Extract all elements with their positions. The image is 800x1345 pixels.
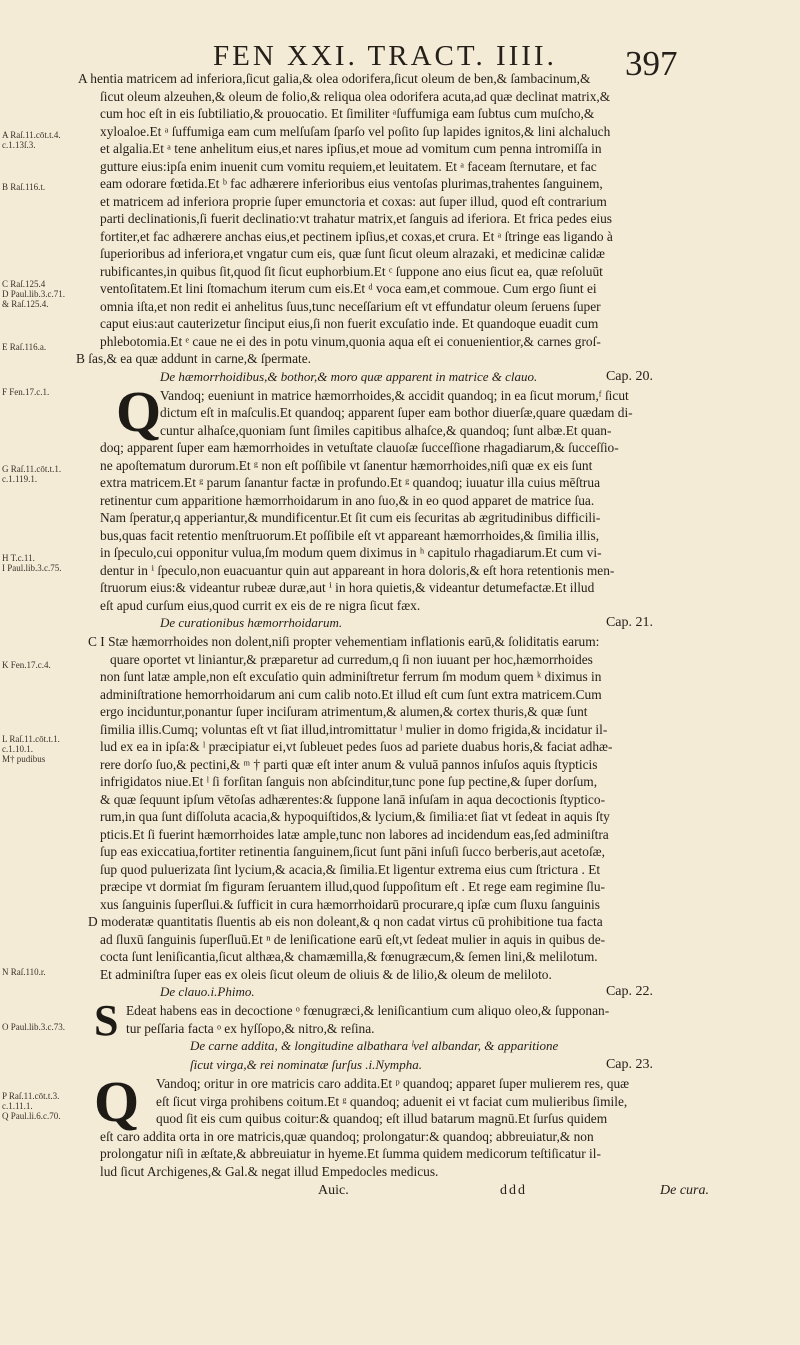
text-line: Vandoq; oritur in ore matricis caro addita.Et ᵖ quandoq; apparet ſuper mulierem res, quæ xyxy=(156,1076,630,1091)
text-line: phlebotomia.Et ᵉ caue ne ei des in potu vinum,quonia aqua eſt ei conuenientior,& carnes groſ- xyxy=(100,333,601,349)
margin-note-g: G Raſ.11.cōt.t.1. c.1.119.1. xyxy=(2,464,62,484)
body-text xyxy=(70,70,715,1340)
chapter-title: De curationibus hæmorrhoidarum. xyxy=(160,615,343,630)
text-line: gutture eius:ipſa enim inuenit cum vomitu requiem,et leuitatem. Et ᵃ faceam ſternutare, et fac xyxy=(100,158,597,174)
text-line xyxy=(70,70,715,88)
text-line: quare oportet vt liniantur,& præparetur ad curredum,q ſi non iuuant per hoc,hæmorrhoides xyxy=(110,651,593,667)
text-line xyxy=(70,633,715,651)
chapter-heading-21 xyxy=(70,614,715,633)
text-line: ſuperioribus ad inferiora,et vngatur cum eis, quæ ſunt ſicut oleum alrazaki, et medicinæ calidæ xyxy=(100,246,605,261)
decorated-initial: Q xyxy=(94,1069,140,1134)
text-line: xyloaloe.Et ᵃ ſuffumiga eam cum melſuſam ſparſo vel poſito ſup lapides ignitos,& lini alchaluch xyxy=(100,123,611,139)
text-line: retinentur cum apparitione hæmorrhoidarum in ano ſuo,& in eo quod apparet de matrice ſua. xyxy=(100,492,595,508)
text-line: in ſpeculo,cui opponitur vulua,ſm modum quem diximus in ʰ capitulo rhagadiarum.Et cum vi- xyxy=(100,545,602,560)
margin-note-a: A Raſ.11.cōt.t.4. c.1.13ſ.3. xyxy=(2,130,61,150)
text-line: doq; apparent ſuper eam hæmorrhoides in vetuſtate clauoſæ ſucceſſione rhagadiarum,& ſucceſſio- xyxy=(100,440,619,455)
catchword-left: Auic. xyxy=(318,1183,349,1198)
chapter-heading-23-line2 xyxy=(70,1056,715,1075)
running-head: FEN XXI. TRACT. IIII. xyxy=(213,40,557,72)
margin-note-f: F Fen.17.c.1. xyxy=(2,387,50,397)
text-line: Edeat habens eas in decoctione ᵒ fœnugræci,& leniſicantium cum aliquo oleo,& ſupponan- xyxy=(126,1003,610,1018)
text-line: xus ſanguinis ſuperſlui.& ſufficit in cura hæmorrhoidarū procurare,q ipſæ cum ſluxu ſanguinis xyxy=(100,896,600,912)
text-line xyxy=(70,913,715,931)
text-line: lud ex ea in ipſa:& ˡ præcipiatur ei,vt ſubleuet pedes ſuos ad pariete duabus horis,& faciat adhæ- xyxy=(100,739,613,754)
text-line: pticis.Et ſi fuerint hæmorrhoides latæ ample,tunc non labores ad incidendum eas,ſed adminiſtra xyxy=(100,826,609,842)
signature-mark: ddd xyxy=(500,1183,527,1198)
decorated-initial: Q xyxy=(116,378,162,444)
chapter-heading-23 xyxy=(70,1037,715,1056)
text-line: lud ſicut Archigenes,& Gal.& negat illud Empedocles medicus. xyxy=(100,1163,439,1179)
text-line: non ſunt latæ ample,non eſt excuſatio quin adminiſtretur ferrum ſm modum quem ᵏ diximus in xyxy=(100,669,602,684)
text-line: præcipe vt dormiat ſm figuram ſeruantem illud,quod ſuppoſitum eſt . Et rege eam regimine ſlu- xyxy=(100,879,605,894)
text-line: rere dorſo ſuo,& pectini,& ᵐ † parti quæ eſt inter anum & vuluā pannos inſuſos aquis ſtypticis xyxy=(100,756,598,772)
text-line: cuntur alhaſce,quoniam ſunt ſimiles capitibus alhaſce,& quandoq; ſunt albæ.Et quan- xyxy=(160,422,612,438)
paragraph-1 xyxy=(70,70,715,368)
text-line: Nam ſperatur,q apperiantur,& mundificentur.Et ſit cum eis ſecuritas ab ægritudinibus difficili- xyxy=(100,510,601,525)
text-line: infrigidatos niue.Et ˡ ſi forſitan ſanguis non abſcinditur,tunc pone ſup pectine,& ſuper dorſum, xyxy=(100,774,598,789)
line-text: hentia matricem ad inferiora,ſicut galia,& olea odorifera,ſicut oleum de ben,& ſambacinum,& xyxy=(90,71,591,86)
section-marker: A xyxy=(78,71,87,86)
chapter-number: Cap. 20. xyxy=(605,368,653,384)
text-line: omnia iſta,et non redit ei anhelitus ſuus,tunc neceſſarium eſt vt effundatur oleum ſeruens ſuper xyxy=(100,298,601,314)
margin-notes xyxy=(2,0,72,1345)
margin-note-o: O Paul.lib.3.c.73. xyxy=(2,1022,65,1032)
paragraph-2 xyxy=(70,378,715,615)
text-line xyxy=(70,350,715,368)
text-line: tur peſſaria facta ᵒ ex hyſſopo,& nitro,& reſina. xyxy=(126,1020,375,1036)
text-line: Et adminiſtra ſuper eas ex oleis ſicut oleum de oliuis & de lilio,& oleum de meliloto. xyxy=(100,966,552,982)
margin-note-k: K Fen.17.c.4. xyxy=(2,660,51,670)
paragraph-3 xyxy=(70,633,715,983)
text-line: ſup eas exiccatiua,fortiter retinentia ſanguinem,ſicut ſunt pāni inſuſi ſucco berberis,aut acetoſæ, xyxy=(100,844,605,859)
text-line: dentur in ⁱ ſpeculo,non euacuantur quin aut appareant in hora doloris,& eſt hora retentionis men- xyxy=(100,562,615,578)
text-line: ventoſitatem.Et lini ſtomachum iterum cum eis.Et ᵈ voca eam,et commoue. Cum ergo ſiunt ei xyxy=(100,281,597,296)
text-line: ad ſluxū ſanguinis ſuperſluū.Et ⁿ de leniſicatione earū eſt,vt ſedeat mulier in aquis in quibus de- xyxy=(100,931,606,947)
text-line: quod ſit eis cum quibus coitur:& quandoq; eſt illud batarum magnū.Et ſurſus quidem xyxy=(156,1111,608,1126)
section-marker: B xyxy=(76,351,85,366)
chapter-number: Cap. 21. xyxy=(605,615,653,630)
page-number: 397 xyxy=(625,44,678,83)
paragraph-4 xyxy=(70,996,715,1045)
text-line: eſt caro addita orta in ore matricis,quæ quandoq; prolongatur:& quandoq; abbreuiatur,& non xyxy=(100,1128,594,1144)
text-line: prolongatur niſi in æſtate,& abbreuiatur in hyeme.Et ſumma quidem medicorum teſtiſicatur il- xyxy=(100,1146,601,1161)
paragraph-5 xyxy=(70,1069,715,1180)
chapter-heading-20 xyxy=(70,368,715,387)
text-line: ſicut oleum alzeuhen,& oleum de folio,& reliqua olea odorifera acuta,ad quæ declinat matrix,& xyxy=(100,88,611,104)
text-line: cocta ſunt leniſicantia,ſicut althæa,& chamæmilla,& fœnugræcum,& ſemen lini,& melilotum. xyxy=(100,949,598,964)
chapter-title: De hæmorrhoidibus,& bothor,& moro quæ apparent in matrice & clauo. xyxy=(160,368,538,384)
margin-note-b: B Raſ.116.t. xyxy=(2,182,46,192)
section-marker: C xyxy=(88,634,97,649)
margin-note-l: L Raſ.11.cōt.t.1. c.1.10.1. M† pudibus xyxy=(2,734,60,764)
chapter-title: ſicut virga,& rei nominatæ ſurſus .i.Nympha. xyxy=(190,1057,422,1072)
text-line: caput eius:aut cauterizetur ſinciput eius,ſi non fuerit excuſatio inde. Et quandoque euadit cum xyxy=(100,316,599,331)
text-line: dictum eſt in maſculis.Et quandoq; apparent ſuper eam bothor diuerſæ,quare quædam di- xyxy=(160,405,633,420)
chapter-title: De clauo.i.Phimo. xyxy=(160,984,255,999)
chapter-number: Cap. 23. xyxy=(605,1057,653,1072)
text-line: rubificantes,in quibus ſit,quod ſit ſicut euphorbium.Et ᶜ ſuppone ano eius ſicut ea, quæ reſoluūt xyxy=(100,263,603,279)
text-line: & quæ ſequunt ipſum vētoſas adhærentes:& ſuppone lanā inſuſam in aqua decoctionis ſtyptico- xyxy=(100,791,606,807)
text-line: fortiter,et fac adhærere anchas eius,et pectinem ipſius,et coxas,et crura. Et ᵃ ſtringe eas ligando à xyxy=(100,228,613,244)
text-line: et matricem ad inferiora proprie ſuper emunctoria et coxas: aut ſuper illud, quod eſt contrarium xyxy=(100,193,607,209)
margin-note-p: P Raſ.11.cōt.t.3. c.1.11.1. Q Paul.li.6.c.70. xyxy=(2,1091,61,1121)
text-line: et algalia.Et ᵃ tene anhelitum eius,et nares ipſius,et moue ad vomitum cum penna intromiſſa in xyxy=(100,141,602,156)
text-line: rum,in qua ſunt diſſoluta acacia,& hypoquiſtidos,& lycium,& ſimilia:et ſiat vt ſedeat in aquis ſty xyxy=(100,809,610,824)
catchword: De cura. xyxy=(660,1183,709,1198)
text-line: eam odorare fœtida.Et ᵇ fac adhærere inferioribus eius ventoſas plurimas,trahentes ſanguinem, xyxy=(100,176,603,191)
margin-note-h: H T.c.11. I Paul.lib.3.c.75. xyxy=(2,553,62,573)
text-line: eſt apud curſum eius,quod currit ex eis de re nigra ſicut fæx. xyxy=(100,597,421,613)
text-line: ſtruorum eius:& videantur rubeæ duræ,aut ⁱ in hora quietis,& videantur detumefactæ.Et illud xyxy=(100,580,595,595)
text-line: ſimilia illis.Cumq; voluntas eſt vt ſiat illud,intromittatur ˡ mulier in domo frigida,& incidatur il- xyxy=(100,721,608,737)
text-line: cum hoc eſt in eis ſubtiliatio,& prouocatio. Et ſimiliter ᵃſuffumiga eam ſubtus cum muſcho,& xyxy=(100,106,595,121)
text-line: eſt ſicut virga prohibens coitum.Et ᵍ quandoq; aduenit ei vt faciat cum mulieribus ſimile, xyxy=(156,1093,628,1109)
text-line: ſup quod puluerizata ſint lycium,& acacia,& ſimilia.Et ligentur extrema eius cum ſtrictura . Et xyxy=(100,861,601,877)
margin-note-c: C Raſ.125.4 D Paul.lib.3.c.71. & Raſ.125.4. xyxy=(2,279,65,309)
chapter-number: Cap. 22. xyxy=(605,984,653,999)
chapter-title: De carne addita, & longitudine albathara ˡvel albandar, & apparitione xyxy=(190,1038,559,1053)
margin-note-n: N Raſ.110.r. xyxy=(2,967,46,977)
margin-note-e: E Raſ.116.a. xyxy=(2,342,47,352)
text-line: extra matricem.Et ᵍ parum ſanantur factæ in profundo.Et ᵍ quandoq; iuuatur illa cuius mēſtrua xyxy=(100,475,601,490)
text-line: ergo inciduntur,ponantur ſuper inciſuram atrimentum,& alumen,& cortex thuris,& quæ ſunt xyxy=(100,704,588,719)
text-line: bus,quas facit retentio menſtruorum.Et poſſibile eſt vt appareant hæmorrhoides,& ſimilia illis, xyxy=(100,527,600,543)
text-line: ne apoſtematum durorum.Et ᵍ non eſt poſſibile vt ſanentur hæmorrhoides,niſi quæ ex eis ſunt xyxy=(100,457,593,473)
section-marker: D xyxy=(88,914,98,929)
line-text: I Stæ hæmorrhoides non dolent,niſi propter vehementiam inflationis earū,& ſoliditatis earum: xyxy=(100,634,600,649)
line-text: moderatæ quantitatis ſluentis ab eis non doleant,& q non cadat virtus cū prohibitione tua facta xyxy=(101,914,603,929)
line-text: ſas,& ea quæ addunt in carne,& ſpermate. xyxy=(88,351,312,366)
text-line: Vandoq; eueniunt in matrice hæmorrhoides,& accidit quandoq; in ea ſicut morum,ᶠ ſicut xyxy=(160,387,629,403)
text-line: parti declinationis,ſi fuerit declinatio:vt trahatur matrix,et ſanguis ad iferiora. Et frica pedes eius xyxy=(100,211,613,226)
decorated-initial: S xyxy=(94,996,119,1045)
text-line: adminiſtratione hemorrhoidarum ani cum calib noto.Et illud eſt cum ſunt extra matricem.Cum xyxy=(100,686,602,702)
chapter-heading-22 xyxy=(70,983,715,1002)
page-footer xyxy=(70,1180,715,1200)
